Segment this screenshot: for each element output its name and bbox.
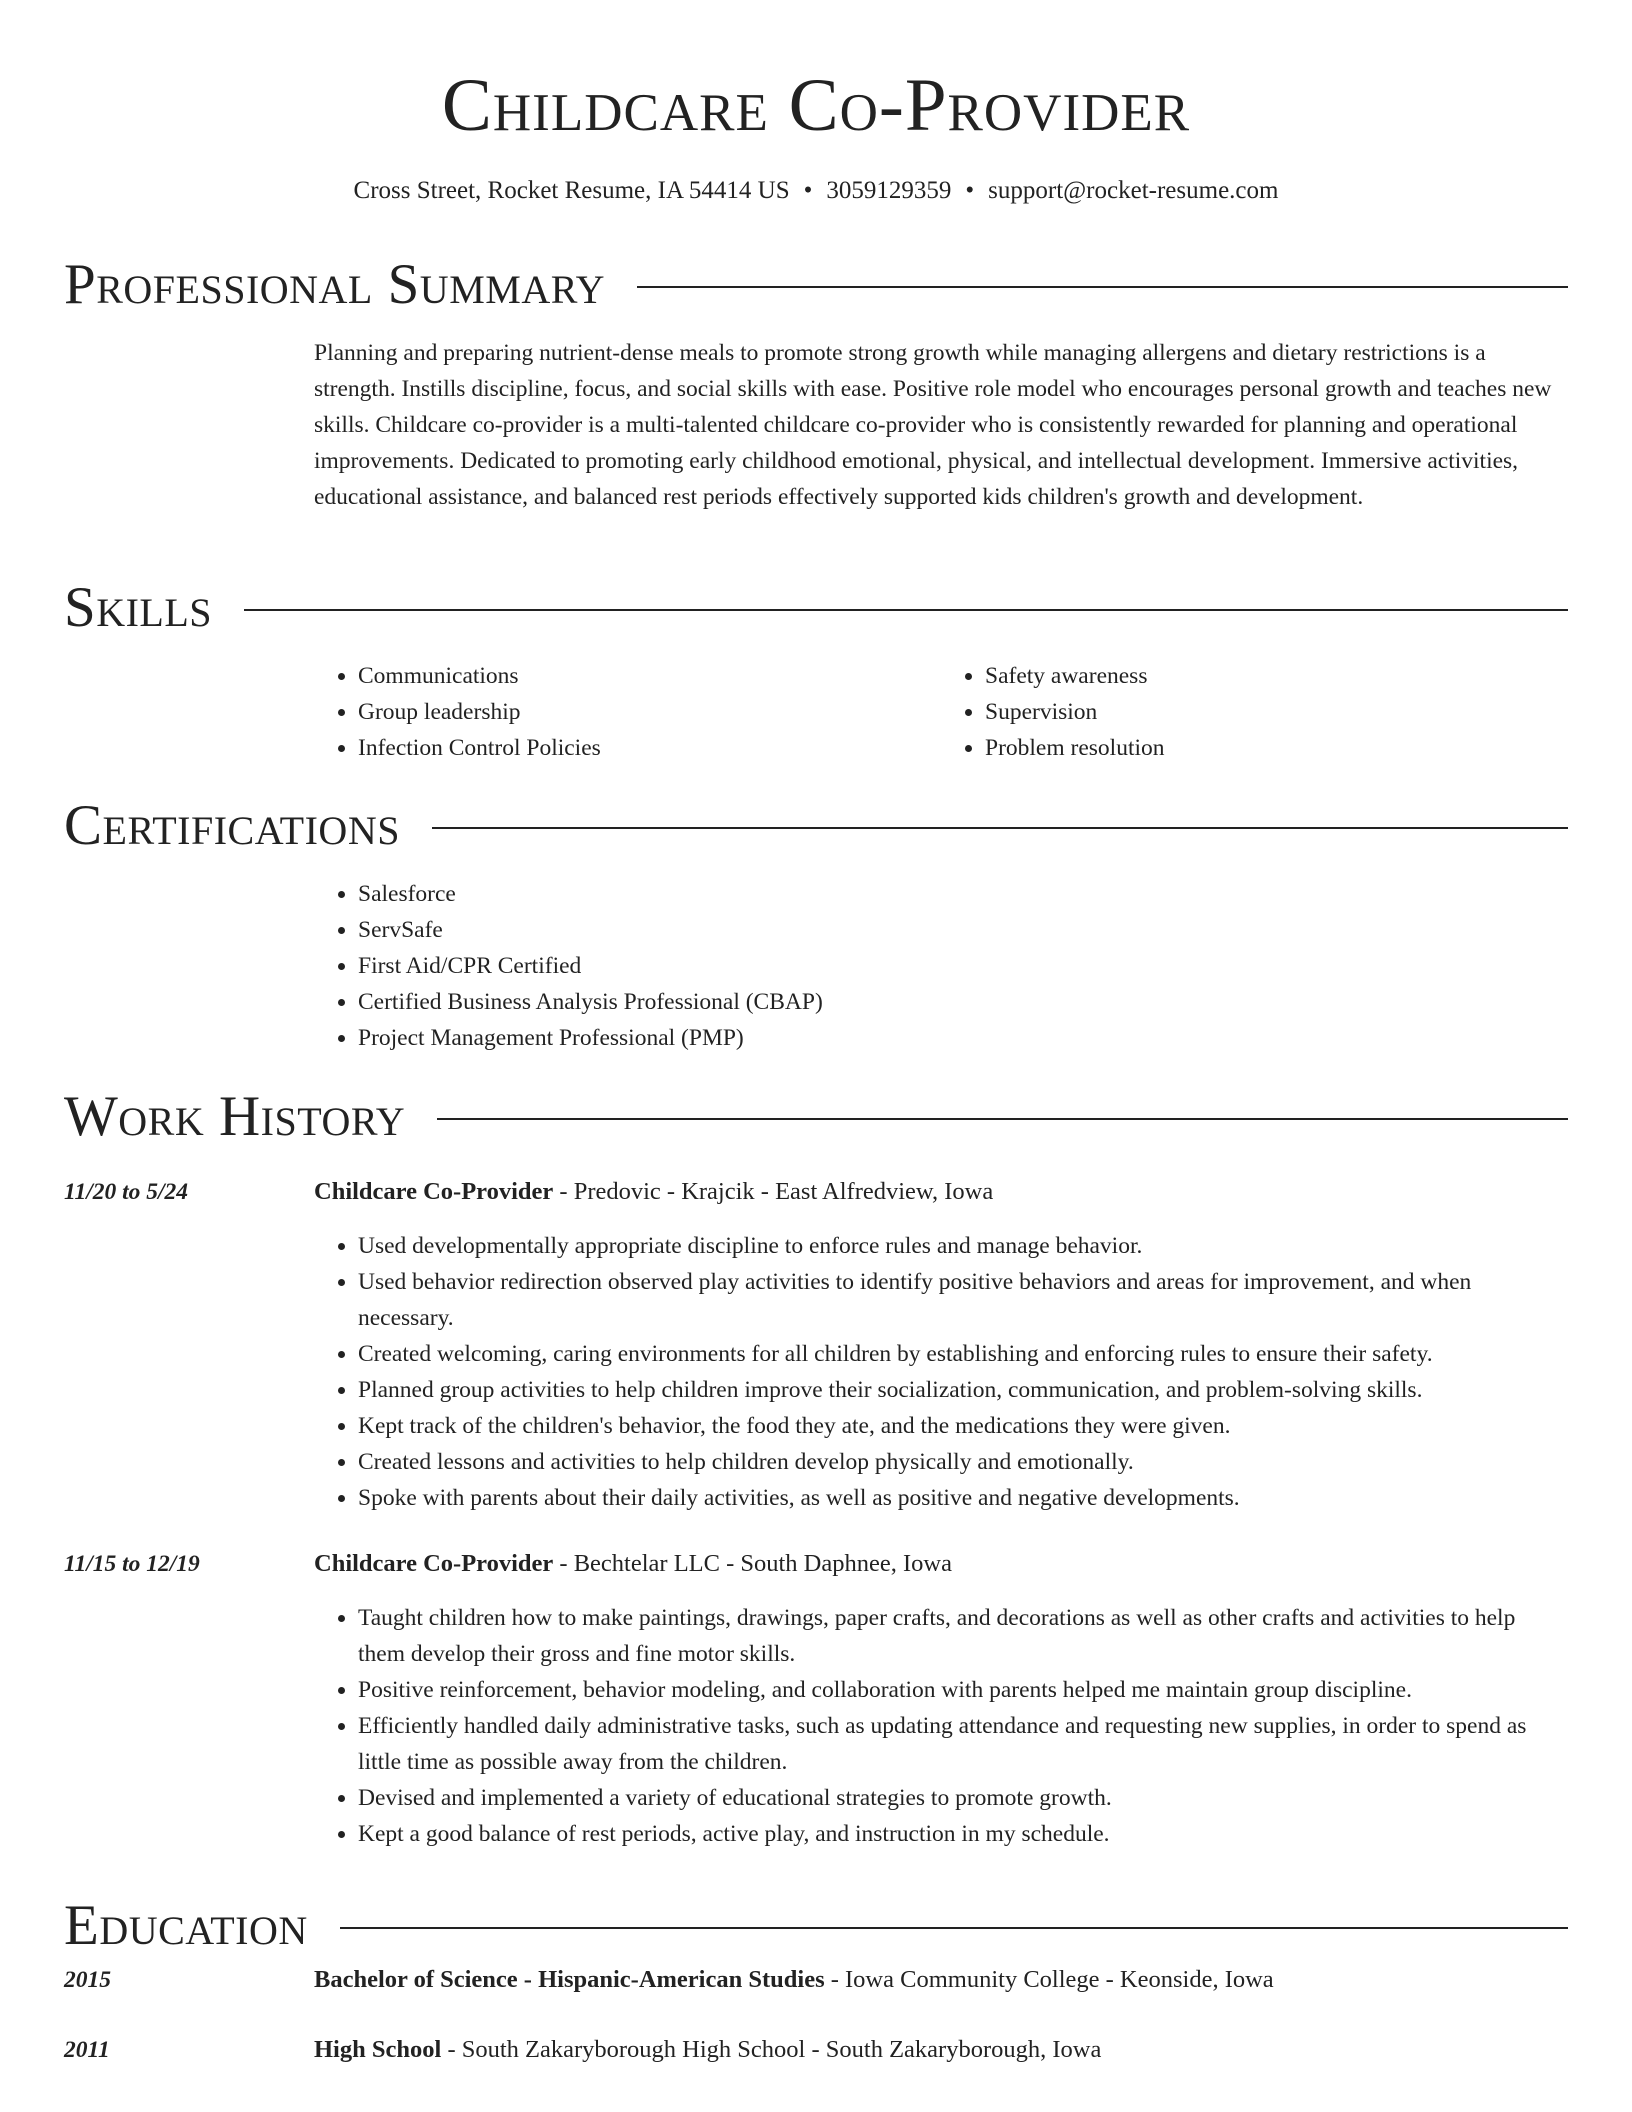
education-year: 2015	[64, 1967, 111, 1993]
education-school: - Iowa Community College - Keonside, Iowa	[824, 1966, 1274, 1993]
resume-name: Childcare Co-Provider	[441, 64, 1191, 147]
education-year: 2011	[64, 2037, 110, 2063]
certification-item: • First Aid/CPR Certified	[358, 948, 1568, 984]
section-rule	[340, 1927, 1568, 1929]
job-bullets	[314, 1228, 1568, 1516]
contact-line	[0, 174, 1632, 208]
certification-item: • Project Management Professional (PMP)	[358, 1020, 1568, 1056]
job-title: Childcare Co-Provider	[314, 1178, 554, 1205]
education-heading	[314, 1962, 1568, 1998]
job-employer: - Predovic - Krajcik - East Alfredview, Iowa	[553, 1178, 994, 1205]
skill-item: • Communications	[358, 658, 941, 694]
skill-item: • Problem resolution	[985, 730, 1568, 766]
skill-item: • Infection Control Policies	[358, 730, 941, 766]
job-bullet: • Created welcoming, caring environments for all children by establishing and enforcing rules to ensure their safety.	[358, 1336, 1568, 1372]
skills-list-right	[941, 658, 1568, 766]
section-title-certifications: Certifications	[64, 794, 400, 857]
section-title-education: Education	[64, 1894, 308, 1957]
contact-separator: •	[803, 177, 813, 204]
section-title-work-history: Work History	[64, 1085, 406, 1148]
certification-item: • Certified Business Analysis Professional (CBAP)	[358, 984, 1568, 1020]
education-school: - South Zakaryborough High School - South Zakaryborough, Iowa	[441, 2036, 1102, 2063]
job-bullet: • Used behavior redirection observed play activities to identify positive behaviors and areas for improvement, and when necessary.	[358, 1264, 1568, 1336]
section-header-summary	[64, 253, 1568, 317]
job-bullet: • Efficiently handled daily administrative tasks, such as updating attendance and requesting new supplies, in order to spend as little time as possible away from the children.	[358, 1708, 1568, 1780]
section-rule	[244, 609, 1568, 611]
job-bullet: • Positive reinforcement, behavior modeling, and collaboration with parents helped me maintain group discipline.	[358, 1672, 1568, 1708]
education-heading	[314, 2032, 1568, 2068]
job-bullets-block	[314, 1228, 1568, 1516]
certifications-list	[314, 876, 1568, 1056]
job-heading	[314, 1174, 1568, 1210]
skill-item: • Supervision	[985, 694, 1568, 730]
job-bullets	[314, 1600, 1568, 1852]
summary-text: Planning and preparing nutrient-dense meals to promote strong growth while managing allergens and dietary restrictions is a strength. Instills discipline, focus, and social skills with ease. Positive role model who encourages personal growth and teaches new skills. Childcare co-provider is a multi-talented childcare co-provider who is consistently rewarded for planning and operational improvements. Dedicated to promoting early childhood emotional, physical, and intellectual development. Immersive activities, educational assistance, and balanced rest periods effectively supported kids children's growth and development.	[314, 340, 1552, 510]
section-title-skills: Skills	[64, 576, 213, 639]
skills-block	[314, 658, 1568, 766]
job-heading	[314, 1546, 1568, 1582]
job-employer: - Bechtelar LLC - South Daphnee, Iowa	[553, 1550, 952, 1577]
contact-separator: •	[965, 177, 975, 204]
section-title-summary: Professional Summary	[64, 253, 606, 316]
summary-block	[314, 335, 1568, 515]
certification-item: • ServSafe	[358, 912, 1568, 948]
job-bullet: • Planned group activities to help children improve their socialization, communication, and problem-solving skills.	[358, 1372, 1568, 1408]
job-dates: 11/15 to 12/19	[64, 1551, 200, 1577]
section-header-work-history	[64, 1085, 1568, 1149]
certifications-block	[314, 876, 1568, 1056]
section-header-certifications	[64, 794, 1568, 858]
education-degree: High School	[314, 2036, 442, 2063]
skill-item: • Safety awareness	[985, 658, 1568, 694]
education-degree: Bachelor of Science - Hispanic-American Studies	[314, 1966, 825, 1993]
contact-phone: 3059129359	[826, 177, 952, 204]
job-bullet: • Devised and implemented a variety of educational strategies to promote growth.	[358, 1780, 1568, 1816]
skills-list-left	[314, 658, 941, 766]
job-bullet: • Created lessons and activities to help children develop physically and emotionally.	[358, 1444, 1568, 1480]
job-bullet: • Taught children how to make paintings, drawings, paper crafts, and decorations as well as other crafts and activities to help them develop their gross and fine motor skills.	[358, 1600, 1568, 1672]
job-bullet: • Kept a good balance of rest periods, active play, and instruction in my schedule.	[358, 1816, 1568, 1852]
certification-item: • Salesforce	[358, 876, 1568, 912]
contact-address: Cross Street, Rocket Resume, IA 54414 US	[353, 177, 790, 204]
section-rule	[432, 827, 1568, 829]
contact-email[interactable]: support@rocket-resume.com	[988, 177, 1279, 204]
section-header-education	[64, 1894, 1568, 1958]
job-bullet: • Kept track of the children's behavior, the food they ate, and the medications they were given.	[358, 1408, 1568, 1444]
job-bullet: • Spoke with parents about their daily activities, as well as positive and negative developments.	[358, 1480, 1568, 1516]
job-bullets-block	[314, 1600, 1568, 1852]
job-title: Childcare Co-Provider	[314, 1550, 554, 1577]
section-rule	[637, 286, 1568, 288]
skill-item: • Group leadership	[358, 694, 941, 730]
job-bullet: • Used developmentally appropriate discipline to enforce rules and manage behavior.	[358, 1228, 1568, 1264]
section-rule	[437, 1118, 1568, 1120]
section-header-skills	[64, 576, 1568, 640]
job-dates: 11/20 to 5/24	[64, 1179, 189, 1205]
